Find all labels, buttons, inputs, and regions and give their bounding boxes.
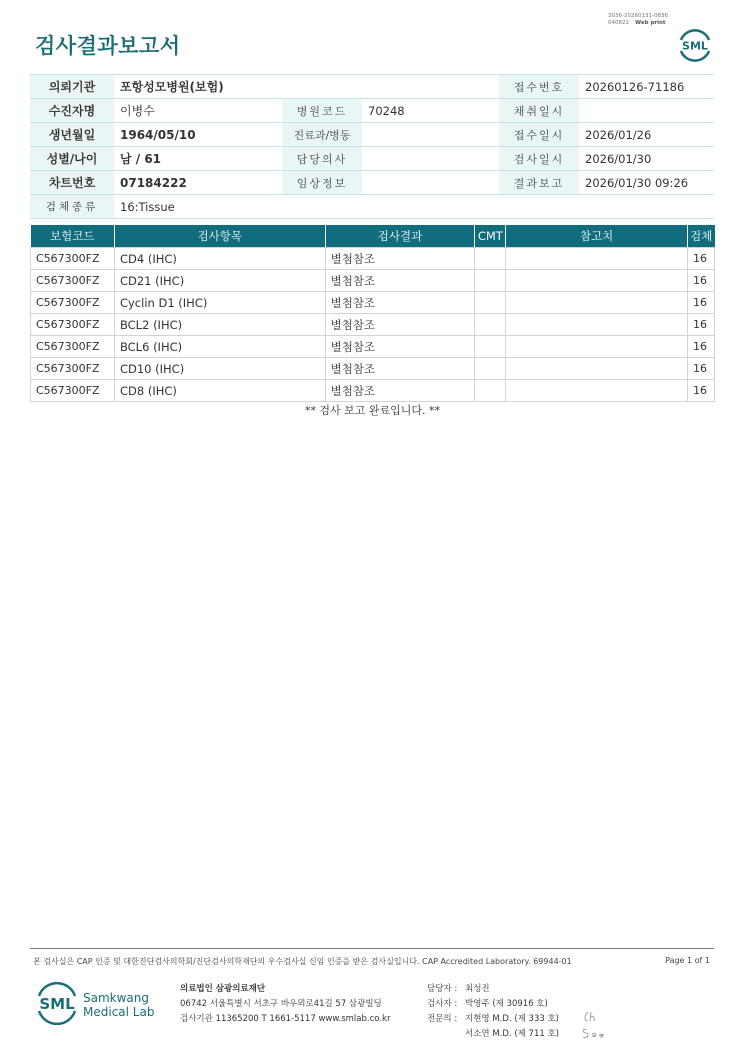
col-header-specimen: 검체 <box>687 225 714 248</box>
row-code: C567300FZ <box>31 314 115 336</box>
row-specimen: 16 <box>687 248 714 270</box>
staff-name: 최성진 <box>465 984 490 994</box>
row-cmt <box>475 292 506 314</box>
collect-label: 채취일시 <box>499 99 579 123</box>
staff-name: 서소연 M.D. (제 711 호) <box>465 1029 560 1039</box>
row-ref <box>506 292 688 314</box>
brand-line2: Medical Lab <box>83 1005 155 1019</box>
row-ref <box>506 380 688 402</box>
staff-row <box>427 1027 559 1042</box>
staff-name: 박영주 (제 30916 호) <box>465 999 548 1009</box>
patient-info-table <box>30 74 714 219</box>
row-item: Cyclin D1 (IHC) <box>114 292 325 314</box>
col-header-test-item: 검사항목 <box>114 225 325 248</box>
collect-value <box>579 99 714 123</box>
clinical-label: 임상정보 <box>282 171 362 195</box>
doc-code-line1: 3036-20260131-0836 <box>608 13 668 19</box>
row-ref <box>506 358 688 380</box>
staff-role: 검사자 : <box>427 999 458 1009</box>
row-item: CD8 (IHC) <box>114 380 325 402</box>
sml-logo-icon <box>676 26 714 64</box>
row-result: 별첨참조 <box>325 358 475 380</box>
staff-row <box>427 1012 559 1027</box>
chart-value: 07184222 <box>114 171 282 195</box>
received-value: 2026/01/26 <box>579 123 714 147</box>
table-row <box>31 314 715 336</box>
name-value: 이병수 <box>114 99 282 123</box>
row-cmt <box>475 270 506 292</box>
completion-note: ** 검사 보고 완료입니다. ** <box>304 404 441 417</box>
dob-value: 1964/05/10 <box>114 123 282 147</box>
row-ref <box>506 248 688 270</box>
corp-contact: 검사기관 11365200 T 1661-5117 www.smlab.co.kr <box>180 1014 391 1024</box>
row-code: C567300FZ <box>31 336 115 358</box>
accession-value: 20260126-71186 <box>579 75 714 99</box>
row-specimen: 16 <box>687 380 714 402</box>
row-result: 별첨참조 <box>325 314 475 336</box>
staff-row <box>427 997 559 1012</box>
staff-list <box>427 982 559 1042</box>
certification-text: 본 검사실은 CAP 인증 및 대한진단검사의학회/진단검사의학재단의 우수검사실 신임 인증을 받은 검사실입니다. CAP Accredited Laboratory. 69944-01 <box>33 957 572 966</box>
info-row-client <box>30 75 714 99</box>
footer-divider <box>30 948 714 949</box>
row-specimen: 16 <box>687 292 714 314</box>
row-item: BCL6 (IHC) <box>114 336 325 358</box>
doc-code-line2: 040822 <box>608 20 630 26</box>
web-print-label: Web print <box>635 20 666 26</box>
specimen-value: 16:Tissue <box>114 195 714 219</box>
row-cmt <box>475 380 506 402</box>
clinical-value <box>362 171 499 195</box>
row-result: 별첨참조 <box>325 270 475 292</box>
row-cmt <box>475 248 506 270</box>
sex-age-label: 성별/나이 <box>30 147 114 171</box>
row-item: CD21 (IHC) <box>114 270 325 292</box>
document-code <box>608 13 668 27</box>
table-row <box>31 292 715 314</box>
reported-value: 2026/01/30 09:26 <box>579 171 714 195</box>
row-code: C567300FZ <box>31 358 115 380</box>
info-row-dob <box>30 123 714 147</box>
row-code: C567300FZ <box>31 292 115 314</box>
row-result: 별첨참조 <box>325 336 475 358</box>
chart-label: 차트번호 <box>30 171 114 195</box>
dept-value <box>362 123 499 147</box>
name-label: 수진자명 <box>30 99 114 123</box>
tested-value: 2026/01/30 <box>579 147 714 171</box>
row-ref <box>506 314 688 336</box>
row-cmt <box>475 314 506 336</box>
received-label: 접수일시 <box>499 123 579 147</box>
row-specimen: 16 <box>687 358 714 380</box>
doctor-label: 담당의사 <box>282 147 362 171</box>
footer-logo-text: SML <box>39 995 75 1013</box>
info-row-name <box>30 99 714 123</box>
row-code: C567300FZ <box>31 270 115 292</box>
tested-label: 검사일시 <box>499 147 579 171</box>
table-row <box>31 380 715 402</box>
accession-label: 접수번호 <box>499 75 579 99</box>
samkwang-logo-icon <box>37 981 157 1025</box>
staff-name: 지현영 M.D. (제 333 호) <box>465 1014 560 1024</box>
row-ref <box>506 270 688 292</box>
row-specimen: 16 <box>687 336 714 358</box>
reported-label: 결과보고 <box>499 171 579 195</box>
row-result: 별첨참조 <box>325 292 475 314</box>
info-row-chart <box>30 171 714 195</box>
row-code: C567300FZ <box>31 248 115 270</box>
hospital-code-label: 병원코드 <box>282 99 362 123</box>
staff-role: 담당자 : <box>427 984 458 994</box>
corp-name: 의료법인 삼광의료재단 <box>180 984 266 994</box>
sex-age-value: 남 / 61 <box>114 147 282 171</box>
row-specimen: 16 <box>687 314 714 336</box>
corporation-info <box>180 982 390 1027</box>
corp-address: 06742 서울특별시 서초구 바우뫼로41길 57 삼광빌딩 <box>180 999 382 1009</box>
table-row <box>31 248 715 270</box>
dob-label: 생년월일 <box>30 123 114 147</box>
page-title: 검사결과보고서 <box>35 34 181 58</box>
page-number: Page 1 of 1 <box>665 956 710 965</box>
row-item: CD4 (IHC) <box>114 248 325 270</box>
row-item: BCL2 (IHC) <box>114 314 325 336</box>
row-item: CD10 (IHC) <box>114 358 325 380</box>
row-ref <box>506 336 688 358</box>
logo-text: SML <box>682 39 708 53</box>
staff-role: 전문의 : <box>427 1014 458 1024</box>
row-code: C567300FZ <box>31 380 115 402</box>
client-label: 의뢰기관 <box>30 75 114 99</box>
dept-label: 진료과/병동 <box>282 123 362 147</box>
col-header-result: 검사결과 <box>325 225 475 248</box>
table-row <box>31 336 715 358</box>
results-header-row <box>31 225 715 248</box>
table-row <box>31 358 715 380</box>
signature-icon <box>580 1008 612 1042</box>
row-cmt <box>475 358 506 380</box>
col-header-insurance-code: 보험코드 <box>31 225 115 248</box>
staff-row <box>427 982 559 997</box>
results-table <box>30 225 715 402</box>
info-row-specimen <box>30 195 714 219</box>
client-value: 포항성모병원(보험) <box>114 75 499 99</box>
row-result: 별첨참조 <box>325 380 475 402</box>
brand-line1: Samkwang <box>83 991 149 1005</box>
col-header-cmt: CMT <box>475 225 506 248</box>
info-row-sex-age <box>30 147 714 171</box>
specimen-label: 검체종류 <box>30 195 114 219</box>
row-result: 별첨참조 <box>325 248 475 270</box>
row-specimen: 16 <box>687 270 714 292</box>
col-header-reference: 참고치 <box>506 225 688 248</box>
hospital-code-value: 70248 <box>362 99 499 123</box>
row-cmt <box>475 336 506 358</box>
table-row <box>31 270 715 292</box>
doctor-value <box>362 147 499 171</box>
